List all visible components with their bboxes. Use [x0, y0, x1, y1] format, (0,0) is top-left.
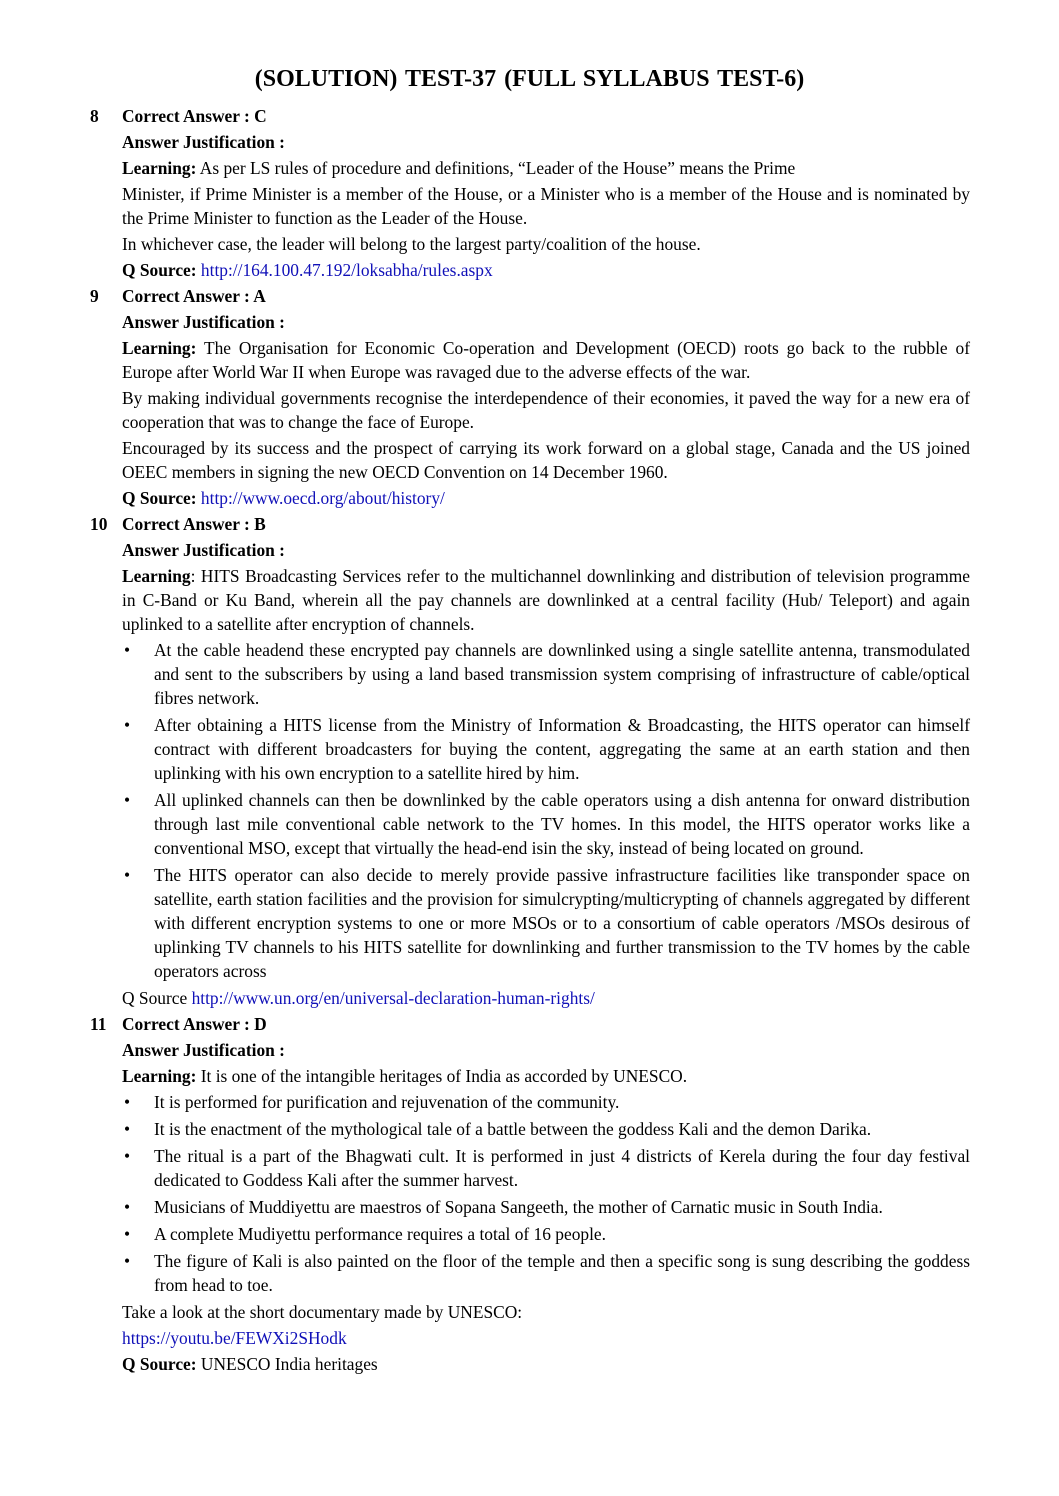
learning-text: The Organisation for Economic Co-operation and Development (OECD) roots go back to the rubble of Europe after World War II when Europe was ravaged due to the adverse effects of the war.: [122, 338, 970, 382]
source-line: [122, 986, 970, 1010]
learning-paragraph: [122, 564, 970, 636]
list-item-text: All uplinked channels can then be downlinked by the cable operators using a dish antenna for onward distribution through last mile conventional cable network to the TV homes. In this model, the HITS operator works like a conventional MSO, except that virtually the head-end isin the sky, instead of being located on ground.: [154, 790, 970, 858]
list-item: [122, 863, 970, 983]
learning-label: Learning:: [122, 338, 197, 358]
learning-text: : HITS Broadcasting Services refer to the multichannel downlinking and distribution of television programme in C-Band or Ku Band, wherein all the pay channels are downlinked at a central facility (Hub/ Teleport) and again uplinked to a satellite after encryption of channels.: [122, 566, 970, 634]
list-item-text: The figure of Kali is also painted on the floor of the temple and then a specific song is sung describing the goddess from head to toe.: [154, 1251, 970, 1295]
source-link[interactable]: http://www.un.org/en/universal-declaration-human-rights/: [191, 988, 595, 1008]
bullet-icon: •: [124, 1224, 131, 1244]
source-text: UNESCO India heritages: [196, 1354, 378, 1374]
source-label: Q Source:: [122, 488, 197, 508]
bullet-list: [122, 1090, 970, 1297]
list-item: [122, 713, 970, 785]
list-item: [122, 1117, 970, 1141]
list-item-text: The ritual is a part of the Bhagwati cult. It is performed in just 4 districts of Kerela during the four day festival dedicated to Goddess Kali after the summer harvest.: [154, 1146, 970, 1190]
list-item-text: It is performed for purification and rejuvenation of the community.: [154, 1092, 620, 1112]
documentary-text: Take a look at the short documentary made by UNESCO:: [122, 1302, 523, 1322]
bullet-icon: •: [124, 865, 131, 885]
list-item-text: At the cable headend these encrypted pay channels are downlinked using a single satellite antenna, transmodulated and sent to the subscribers by using a land based transmission system comprising of infrastructure of cable/optical fibres network.: [154, 640, 970, 708]
bullet-icon: •: [124, 640, 131, 660]
list-item-text: Musicians of Muddiyettu are maestros of Sopana Sangeeth, the mother of Carnatic music in South India.: [154, 1197, 883, 1217]
list-item: [122, 1195, 970, 1219]
learning-label: Learning:: [122, 1066, 197, 1086]
source-line: [122, 258, 970, 282]
list-item: [122, 788, 970, 860]
bullet-icon: •: [124, 715, 131, 735]
bullet-icon: •: [124, 790, 131, 810]
source-link[interactable]: http://164.100.47.192/loksabha/rules.aspx: [200, 260, 493, 280]
list-item-text: The HITS operator can also decide to merely provide passive infrastructure facilities like transponder space on satellite, earth station facilities and the provision for simulcrypting/multicrypting of channels aggregated by different with different encryption systems to one or more MSOs or to a consortium of cable operators /MSOs desirous of uplinking TV channels to his HITS satellite for downlinking and further transmission to the TV homes by the cable operators across: [154, 865, 970, 981]
question-number: 9: [90, 286, 99, 306]
question-10: [90, 512, 970, 1010]
learning-paragraph: [122, 156, 970, 180]
source-label: Q Source: [122, 988, 188, 1008]
justification-label: Answer Justification :: [122, 132, 285, 152]
paragraph: Encouraged by its success and the prospect of carrying its work forward on a global stage, Canada and the US joined OEEC members in signing the new OECD Convention on 14 December 1960.: [122, 438, 970, 482]
list-item: [122, 1144, 970, 1192]
question-11: [90, 1012, 970, 1376]
list-item-text: After obtaining a HITS license from the Ministry of Information & Broadcasting, the HITS operator can himself contract with different broadcasters for buying the content, aggregating the same at an earth station and then uplinking with his own encryption to a satellite hired by him.: [154, 715, 970, 783]
video-link[interactable]: https://youtu.be/FEWXi2SHodk: [122, 1328, 347, 1348]
source-line: [122, 1352, 970, 1376]
learning-text: As per LS rules of procedure and definitions, “Leader of the House” means the Prime: [196, 158, 796, 178]
bullet-icon: •: [124, 1251, 131, 1271]
correct-answer: Correct Answer : D: [122, 1014, 267, 1034]
list-item: [122, 1222, 970, 1246]
paragraph: In whichever case, the leader will belong to the largest party/coalition of the house.: [122, 234, 701, 254]
list-item-text: It is the enactment of the mythological tale of a battle between the goddess Kali and the demon Darika.: [154, 1119, 872, 1139]
paragraph: By making individual governments recognise the interdependence of their economies, it paved the way for a new era of cooperation that was to change the face of Europe.: [122, 388, 970, 432]
correct-answer: Correct Answer : B: [122, 514, 266, 534]
justification-label: Answer Justification :: [122, 540, 285, 560]
bullet-icon: •: [124, 1092, 131, 1112]
learning-paragraph: [122, 336, 970, 384]
correct-answer: Correct Answer : C: [122, 106, 267, 126]
paragraph: Minister, if Prime Minister is a member of the House, or a Minister who is a member of the House and is nominated by the Prime Minister to function as the Leader of the House.: [122, 184, 970, 228]
source-line: [122, 486, 970, 510]
list-item: [122, 1090, 970, 1114]
bullet-icon: •: [124, 1119, 131, 1139]
learning-paragraph: [122, 1064, 970, 1088]
question-number: 10: [90, 514, 108, 534]
justification-label: Answer Justification :: [122, 312, 285, 332]
source-label: Q Source:: [122, 1354, 197, 1374]
question-9: [90, 284, 970, 510]
learning-label: Learning:: [122, 158, 197, 178]
source-label: Q Source:: [122, 260, 197, 280]
source-link[interactable]: http://www.oecd.org/about/history/: [200, 488, 445, 508]
list-item-text: A complete Mudiyettu performance requires a total of 16 people.: [154, 1224, 607, 1244]
list-item: [122, 638, 970, 710]
learning-label: Learning: [122, 566, 191, 586]
page-title: (SOLUTION) TEST-37 (FULL SYLLABUS TEST-6): [254, 66, 805, 92]
bullet-icon: •: [124, 1197, 131, 1217]
question-number: 11: [90, 1014, 107, 1034]
learning-text: It is one of the intangible heritages of India as accorded by UNESCO.: [196, 1066, 688, 1086]
bullet-icon: •: [124, 1146, 131, 1166]
solutions-list: [90, 104, 970, 1378]
justification-label: Answer Justification :: [122, 1040, 285, 1060]
correct-answer: Correct Answer : A: [122, 286, 266, 306]
question-8: [90, 104, 970, 282]
bullet-list: [122, 638, 970, 983]
list-item: [122, 1249, 970, 1297]
question-number: 8: [90, 106, 99, 126]
